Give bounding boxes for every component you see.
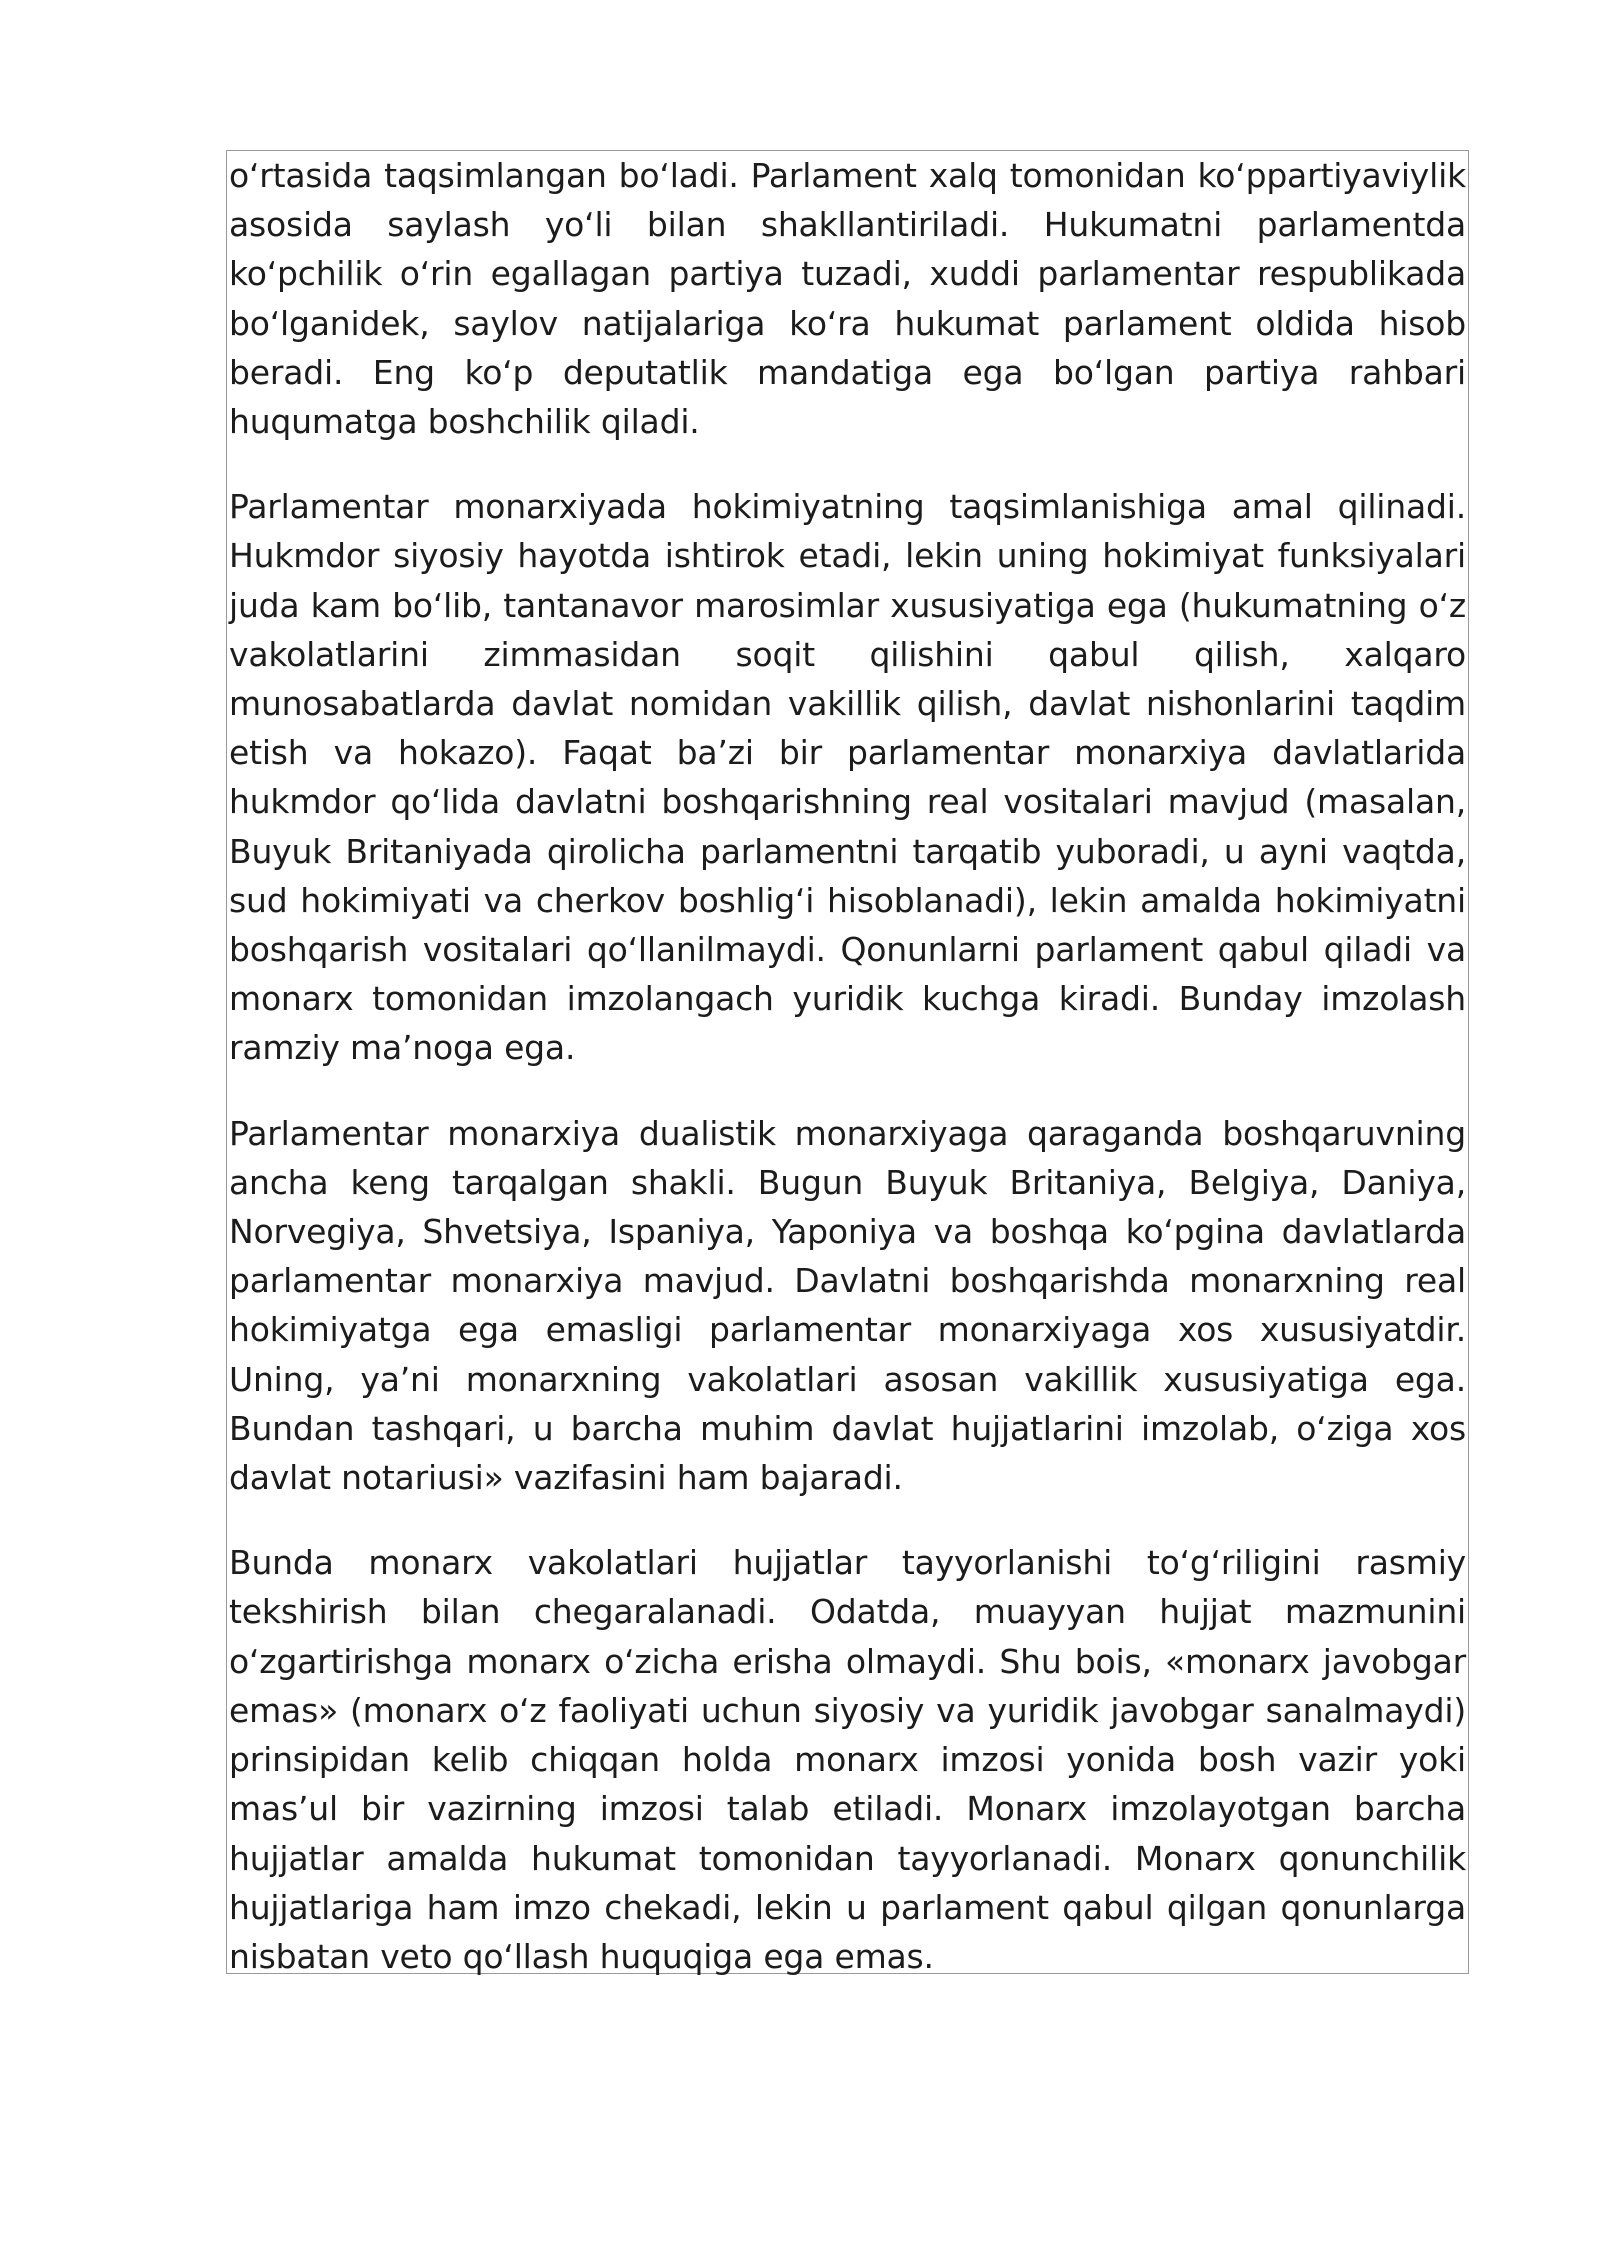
paragraph-2: Parlamentar monarxiyada hokimiyatning taqsimlanishiga amal qilinadi. Hukmdor siyosiy hayotda ishtirok etadi, lekin uning hokimiyat funksiyalari juda kam bo‘lib, tantanavor marosimlar xususiyatiga ega (hukumatning o‘z vakolatlarini zimmasidan soqit qilishini qabul qilish, xalqaro munosabatlarda davlat nomidan vakillik qilish, davlat nishonlarini taqdim etish va hokazo). Faqat ba’zi bir parlamentar monarxiya davlatlarida hukmdor qo‘lida davlatni boshqarishning real vositalari mavjud (masalan, Buyuk Britaniyada qirolicha parlamentni tarqatib yuboradi, u ayni vaqtda, sud hokimiyati va cherkov boshlig‘i hisoblanadi), lekin amalda hokimiyatni boshqarish vositalari qo‘llanilmaydi. Qonunlarni parlament qabul qiladi va monarx tomonidan imzolangach yuridik kuchga kiradi. Bunday imzolash ramziy ma’noga ega. — [229, 487, 1466, 1068]
paragraph-3: Parlamentar monarxiya dualistik monarxiyaga qaraganda boshqaruvning ancha keng tarqalgan shakli. Bugun Buyuk Britaniya, Belgiya, Daniya, Norvegiya, Shvetsiya, Ispaniya, Yaponiya va boshqa ko‘pgina davlatlarda parlamentar monarxiya mavjud. Davlatni boshqarishda monarxning real hokimiyatga ega emasligi parlamentar monarxiyaga xos xususiyatdir. Uning, ya’ni monarxning vakolatlari asosan vakillik xususiyatiga ega. Bundan tashqari, u barcha muhim davlat hujjatlarini imzolab, o‘ziga xos davlat notariusi» vazifasini ham bajaradi. — [229, 1113, 1466, 1498]
paragraph-1: o‘rtasida taqsimlangan bo‘ladi. Parlament xalq tomonidan ko‘ppartiyaviylik asosida saylash yo‘li bilan shakllantiriladi. Hukumatni parlamentda ko‘pchilik o‘rin egallagan partiya tuzadi, xuddi parlamentar respublikada bo‘lganidek, saylov natijalariga ko‘ra hukumat parlament oldida hisob beradi. Eng ko‘p deputatlik mandatiga ega bo‘lgan partiya rahbari huqumatga boshchilik qiladi. — [229, 156, 1466, 442]
paragraph-4: Bunda monarx vakolatlari hujjatlar tayyorlanishi to‘g‘riligini rasmiy tekshirish bilan chegaralanadi. Odatda, muayyan hujjat mazmunini o‘zgartirishga monarx o‘zicha erisha olmaydi. Shu bois, «monarx javobgar emas» (monarx o‘z faoliyati uchun siyosiy va yuridik javobgar sanalmaydi) prinsipidan kelib chiqqan holda monarx imzosi yonida bosh vazir yoki mas’ul bir vazirning imzosi talab etiladi. Monarx imzolayotgan barcha hujjatlar amalda hukumat tomonidan tayyorlanadi. Monarx qonunchilik hujjatlariga ham imzo chekadi, lekin u parlament qabul qilgan qonunlarga nisbatan veto qo‘llash huquqiga ega emas. — [229, 1543, 1466, 1976]
text-frame — [226, 150, 1469, 1974]
